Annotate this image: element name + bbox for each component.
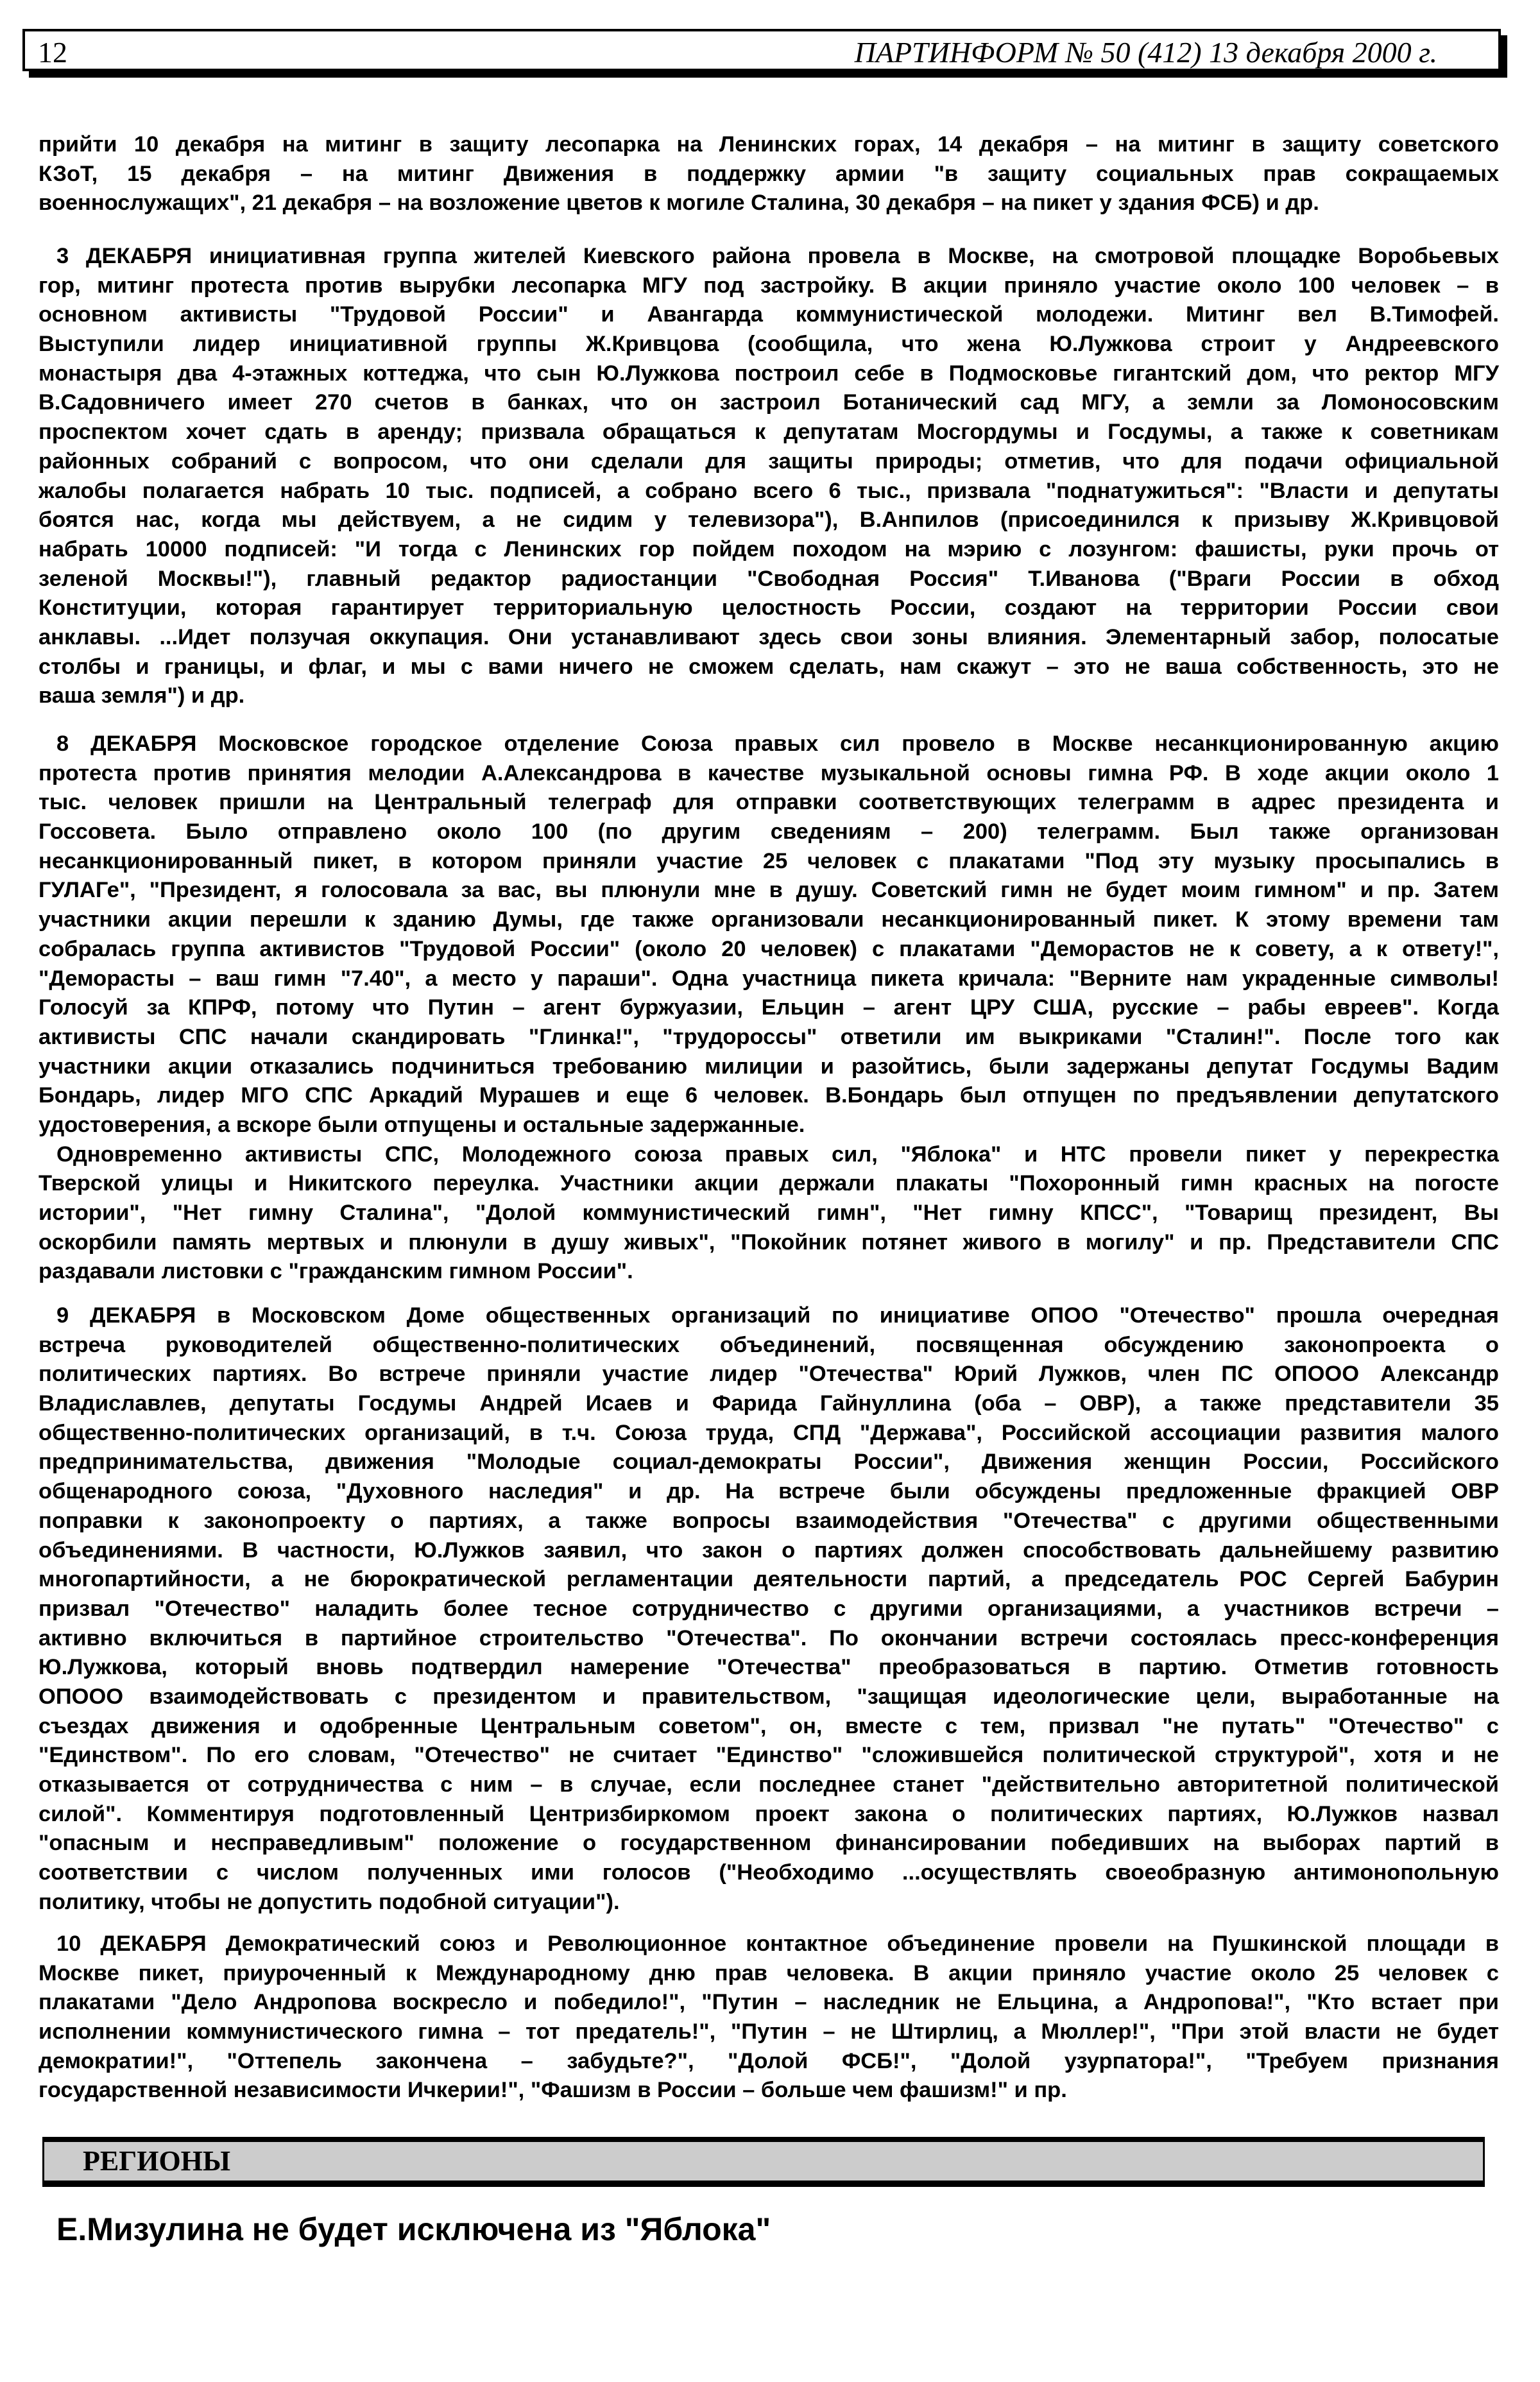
text-line: съездах движения и одобренные Центральным советом", он, вместе с тем, призвал "не путать" "Отечество" с: [38, 1713, 1499, 1738]
text-line: В.Садовничего имеет 270 счетов в банках, что он застроил Ботанический сад МГУ, а земли за Ломоносовским: [38, 390, 1499, 415]
text-line: Москве пикет, приуроченный к Международному дню прав человека. В акции приняло участие около 25 человек с: [38, 1960, 1499, 1985]
text-line: призвал "Отечество" наладить более тесное сотрудничество с другими организациями, а участников встречи –: [38, 1596, 1499, 1621]
issue-title: ПАРТИНФОРМ № 50 (412) 13 декабря 2000 г.: [854, 36, 1437, 69]
text-line: поправки к законопроекту о партиях, а также вопросы взаимодействия "Отечества" с другими общественными: [38, 1508, 1499, 1533]
article-headline: Е.Мизулина не будет исключена из "Яблока": [56, 2211, 771, 2247]
section-header: [42, 2137, 1485, 2187]
text-line: "опасным и несправедливым" положение о государственном финансировании победивших на выборах партий в: [38, 1831, 1499, 1856]
section-title: РЕГИОНЫ: [83, 2145, 231, 2177]
paragraph-dec-8: [38, 730, 1499, 1287]
text-line: набрать 10000 подписей: "И тогда с Ленинских гор пойдем походом на мэрию с лозунгом: фашисты, руки прочь от: [38, 536, 1499, 561]
text-line: Выступили лидер инициативной группы Ж.Кривцова (сообщила, что жена Ю.Лужкова строит у Андреевского: [38, 332, 1499, 357]
text-line: районных собраний с вопросом, что они сделали для защиты природы; отметив, что для подачи официальной: [38, 449, 1499, 474]
text-line: военнослужащих", 21 декабря – на возложение цветов к могиле Сталина, 30 декабря – на пикет у здания ФСБ) и др.: [38, 191, 1319, 216]
text-line: Конституции, которая гарантирует территориальную целостность России, создают на территории России свои: [38, 596, 1499, 621]
text-line: государственной независимости Ичкерии!", "Фашизм в России – больше чем фашизм!" и пр.: [38, 2078, 1067, 2103]
text-line: 8 ДЕКАБРЯ Московское городское отделение Союза правых сил провело в Москве несанкционированную акцию: [56, 732, 1499, 756]
text-line: собралась группа активистов "Трудовой России" (около 20 человек) с плакатами "Деморастов не к совету, а к ответу!",: [38, 936, 1499, 961]
text-line: монастыря два 4-этажных коттеджа, что сын Ю.Лужкова построил себе в Подмосковье гигантский дом, что ректор МГУ: [38, 361, 1499, 386]
text-line: столбы и границы, и флаг, и мы с вами ничего не сможем сделать, нам скажут – это не ваша собственность, это не: [38, 654, 1499, 679]
text-line: 3 ДЕКАБРЯ инициативная группа жителей Киевского района провела в Москве, на смотровой площадке Воробьевых: [56, 244, 1499, 268]
text-line: гор, митинг протеста против вырубки лесопарка МГУ под застройку. В акции приняло участие около 100 человек – в: [38, 273, 1499, 298]
text-line: объединениями. В частности, Ю.Лужков заявил, что закон о партиях должен способствовать дальнейшему развитию: [38, 1538, 1499, 1563]
paragraph-dec-10: [38, 1930, 1499, 2105]
text-line: несанкционированный пикет, в котором приняли участие 25 человек с плакатами "Под эту музыку просыпались в: [38, 848, 1499, 873]
text-line: проспектом хочет сдать в аренду; призвала обращаться к депутатам Мосгордумы и Госдумы, а также к советникам: [38, 420, 1499, 445]
text-line: отказывается от сотрудничества с ним – в случае, если последнее станет "действительно авторитетной политической: [38, 1772, 1499, 1797]
page-number: 12: [38, 36, 67, 69]
text-line: Владиславлев, депутаты Госдумы Андрей Исаев и Фарида Гайнуллина (оба – ОВР), а также представители 35: [38, 1391, 1499, 1416]
text-line: политику, чтобы не допустить подобной ситуации").: [38, 1889, 620, 1914]
text-line: активно включиться в партийное строительство "Отечества". По окончании встречи состоялась пресс-конференция: [38, 1625, 1499, 1650]
text-line: плакатами "Дело Андропова воскресло и победило!", "Путин – наследник не Ельцина, а Андропова!", "Кто встает при: [38, 1990, 1499, 2015]
text-line: демократии!", "Оттепель закончена – забудьте?", "Долой ФСБ!", "Долой узурпатора!", "Требуем признания: [38, 2048, 1499, 2073]
text-line: ОПООО взаимодействовать с президентом и правительством, "защищая идеологические цели, выработанные на: [38, 1684, 1499, 1709]
text-line: участники акции отказались подчиниться требованию милиции и разойтись, были задержаны депутат Госдумы Вадим: [38, 1054, 1499, 1079]
paragraph-continuation: [38, 130, 1499, 218]
text-line: Голосуй за КПРФ, потому что Путин – агент буржуазии, Ельцин – агент ЦРУ США, русские – рабы евреев". Когда: [38, 995, 1499, 1020]
paragraph-dec-3: [38, 242, 1499, 711]
text-line: "Деморасты – ваш гимн "7.40", а место у параши". Одна участница пикета кричала: "Верните нам украденные символы!: [38, 966, 1499, 991]
text-line: Госсовета. Было отправлено около 100 (по другим сведениям – 200) телеграмм. Был также организован: [38, 819, 1499, 844]
text-line: истории", "Нет гимну Сталина", "Долой коммунистический гимн", "Нет гимну КПСС", "Товарищ президент, Вы: [38, 1201, 1499, 1225]
paragraph-dec-9: [38, 1301, 1499, 1917]
text-line: предпринимательства, движения "Молодые социал-демократы России", Движения женщин России, Российского: [38, 1450, 1499, 1475]
text-line: Ю.Лужкова, который вновь подтвердил намерение "Отечества" преобразоваться в партию. Отметив готовность: [38, 1655, 1499, 1680]
text-line: участники акции перешли к зданию Думы, где также организовали несанкционированный пикет. К этому времени там: [38, 907, 1499, 932]
text-line: Бондарь, лидер МГО СПС Аркадий Мурашев и еще 6 человек. В.Бондарь был отпущен по предъявлении депутатского: [38, 1083, 1499, 1108]
text-line: боятся нас, когда мы действуем, а не сидим у телевизора"), В.Анпилов (присоединился к призыву Ж.Кривцовой: [38, 508, 1499, 533]
text-line: активисты СПС начали скандировать "Глинка!", "трудороссы" ответили им выкриками "Сталин!". После того как: [38, 1024, 1499, 1049]
text-line: политических партиях. Во встрече приняли участие лидер "Отечества" Юрий Лужков, член ПС ОПООО Александр: [38, 1362, 1499, 1387]
text-line: общенародного союза, "Духовного наследия" и др. На встрече были обсуждены предложенные фракцией ОВР: [38, 1479, 1499, 1504]
text-line: протеста против принятия мелодии А.Александрова в качестве музыкальной основы гимна РФ. В ходе акции около 1: [38, 760, 1499, 785]
text-line: Тверской улицы и Никитского переулка. Участники акции держали плакаты "Похоронный гимн красных на погосте: [38, 1171, 1499, 1196]
text-line: основном активисты "Трудовой России" и Авангарда коммунистической молодежи. Митинг вел В.Тимофей.: [38, 302, 1499, 327]
text-line: жалобы полагается набрать 10 тыс. подписей, а собрано всего 6 тыс., призвала "поднатужиться": "Власти и депутаты: [38, 478, 1499, 503]
text-line: многопартийности, а не бюрократической регламентации деятельности партий, а председатель РОС Сергей Бабурин: [38, 1567, 1499, 1592]
text-line: Одновременно активисты СПС, Молодежного союза правых сил, "Яблока" и НТС провели пикет у перекрестка: [56, 1142, 1499, 1167]
text-line: силой". Комментируя подготовленный Центризбиркомом проект закона о политических партиях, Ю.Лужков назвал: [38, 1801, 1499, 1826]
text-line: 10 ДЕКАБРЯ Демократический союз и Революционное контактное объединение провели на Пушкинской площади в: [56, 1932, 1499, 1956]
text-line: общественно-политических организаций, в т.ч. Союза труда, СПД "Держава", Российской ассоциации развития малого: [38, 1420, 1499, 1445]
text-line: удостоверения, а вскоре были отпущены и остальные задержанные.: [38, 1112, 805, 1137]
text-line: ваша земля") и др.: [38, 683, 245, 708]
text-line: исполнении коммунистического гимна – тот предатель!", "Путин – не Штирлиц, а Мюллер!", "При этой власти не будет: [38, 2019, 1499, 2044]
text-line: прийти 10 декабря на митинг в защиту лесопарка на Ленинских горах, 14 декабря – на митинг в защиту советского: [38, 132, 1499, 157]
text-line: зеленой Москвы!"), главный редактор радиостанции "Свободная Россия" Т.Иванова ("Враги России в обход: [38, 566, 1499, 591]
text-line: "Единством". По его словам, "Отечество" не считает "Единство" "сложившейся политической структурой", хотя и не: [38, 1743, 1499, 1768]
text-line: КЗоТ, 15 декабря – на митинг Движения в поддержку армии "в защиту социальных прав сокращаемых: [38, 161, 1499, 186]
page-header: [22, 29, 1501, 71]
text-line: соответствии с числом полученных ими голосов ("Необходимо ...осуществлять своеобразную антимонопольную: [38, 1860, 1499, 1885]
text-line: встреча руководителей общественно-политических объединений, посвященная обсуждению законопроекта о: [38, 1332, 1499, 1357]
text-line: тыс. человек пришли на Центральный телеграф для отправки соответствующих телеграмм в адрес президента и: [38, 790, 1499, 815]
text-line: раздавали листовки с "гражданским гимном России".: [38, 1259, 633, 1284]
text-line: оскорбили память мертвых и плюнули в душу живых", "Покойник потянет живого в могилу" и пр. Представители СПС: [38, 1230, 1499, 1255]
text-line: 9 ДЕКАБРЯ в Московском Доме общественных организаций по инициативе ОПОО "Отечество" прошла очередная: [56, 1303, 1499, 1328]
text-line: ГУЛАГе", "Президент, я голосовала за вас, вы плюнули мне в душу. Советский гимн не будет моим гимном" и пр. Затем: [38, 878, 1499, 903]
text-line: анклавы. ...Идет ползучая оккупация. Они устанавливают здесь свои зоны влияния. Элементарный забор, полосатые: [38, 624, 1499, 649]
